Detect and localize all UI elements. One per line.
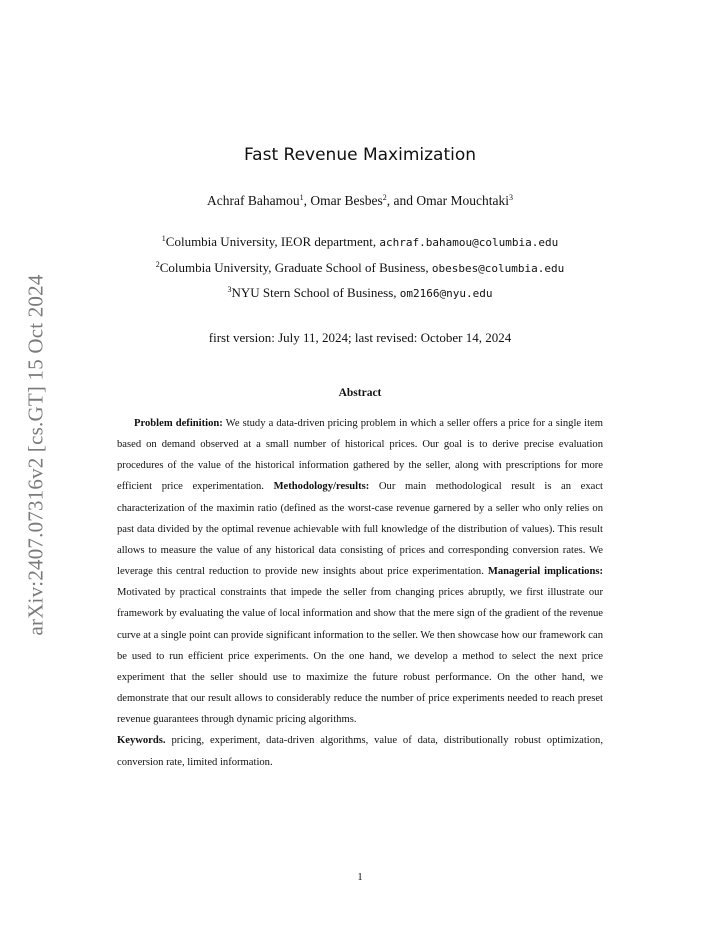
methodology-results-label: Methodology/results: (273, 481, 370, 493)
problem-definition-text: We study a data-driven pricing problem in which a seller offers a price for a single item based on demand observed at a small number of historical prices. Our goal is to derive precise evaluation procedures of the value of the historical information gathered by the seller, along with prescriptions for more efficient price experimentation. (117, 418, 603, 493)
author-separator: , (303, 193, 311, 208)
affiliation-text: NYU Stern School of Business, (231, 285, 400, 300)
author-name: Omar Besbes (310, 193, 383, 208)
author-affiliation-mark: 1 (299, 193, 304, 202)
keywords-text: pricing, experiment, data-driven algorithms, value of data, distributionally robust optimization, conversion rate, limited information. (117, 735, 603, 768)
abstract-paragraph (117, 413, 603, 730)
affiliation-list (0, 230, 720, 307)
author-affiliation-mark: 2 (382, 193, 387, 202)
author-list (0, 193, 720, 209)
page-number: 1 (357, 871, 363, 883)
affiliation-mark: 3 (227, 285, 232, 294)
arxiv-identifier-stamp: arXiv:2407.07316v2 [cs.GT] 15 Oct 2024 (23, 274, 48, 636)
affiliation-line (0, 281, 720, 307)
abstract-body (117, 413, 603, 773)
affiliation-mark: 1 (161, 234, 166, 243)
managerial-implications-label: Managerial implications: (487, 566, 603, 578)
email-link[interactable]: obesbes@columbia.edu (431, 261, 565, 275)
affiliation-text: Columbia University, IEOR department, (165, 234, 380, 249)
email-link[interactable]: om2166@nyu.edu (399, 287, 493, 300)
paper-title: Fast Revenue Maximization (243, 145, 477, 165)
methodology-results-text: Our main methodological result is an exact characterization of the maximin ratio (defined as the worst-case revenue garnered by a seller who only relies on past data divided by the optimal revenue achievable with full knowledge of the distribution of values). This result allows to measure the value of any historical data consisting of prices and corresponding conversion rates. We leverage this central reduction to provide new insights about price experimentation. (117, 481, 604, 578)
author-name: Achraf Bahamou (207, 193, 300, 208)
version-dates: first version: July 11, 2024; last revised: October 14, 2024 (208, 330, 512, 345)
abstract-heading: Abstract (338, 387, 382, 399)
author-affiliation-mark: 3 (508, 193, 513, 202)
author-separator: , and (386, 193, 417, 208)
keywords-label: Keywords. (117, 735, 166, 747)
problem-definition-label: Problem definition: (134, 418, 223, 429)
email-link[interactable]: achraf.bahamou@columbia.edu (379, 236, 559, 249)
author-name: Omar Mouchtaki (416, 193, 509, 208)
affiliation-text: Columbia University, Graduate School of Business, (159, 259, 432, 275)
keywords-paragraph (117, 730, 603, 772)
affiliation-line (0, 230, 720, 256)
managerial-implications-text: Motivated by practical constraints that impede the seller from changing prices abruptly, we first illustrate our framework by evaluating the value of local information and show that the mere sign of the gradient of the revenue curve at a single point can provide significant information to the seller. We then showcase how our framework can be used to run efficient price experiments. On the one hand, we develop a method to select the next price experiment that the seller should use to maximize the future robust performance. On the other hand, we demonstrate that our result allows to considerably reduce the number of price experiments needed to reach preset revenue guarantees through dynamic pricing algorithms. (117, 587, 603, 726)
affiliation-line (0, 256, 720, 282)
affiliation-mark: 2 (155, 259, 160, 269)
